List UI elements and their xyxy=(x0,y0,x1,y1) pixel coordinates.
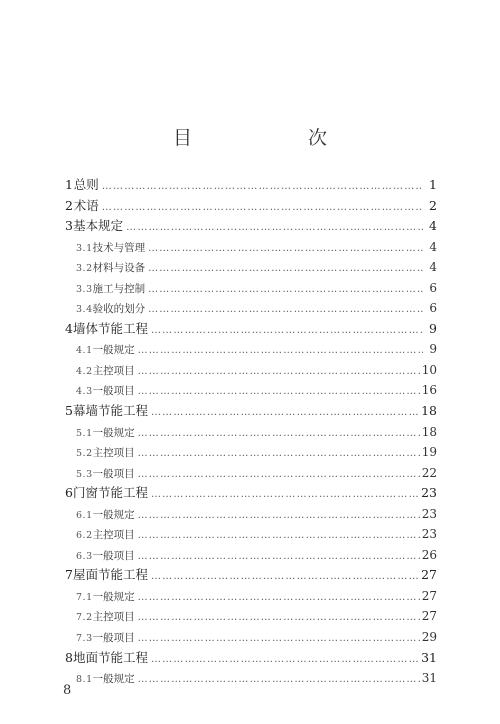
toc-entry-page: 4 xyxy=(429,239,437,254)
toc-entry-number: 6.3 xyxy=(76,550,93,562)
toc-entry-page: 27 xyxy=(421,588,437,603)
toc-entry-number: 8 xyxy=(65,649,73,665)
dot-leader xyxy=(151,403,419,424)
toc-entry-title: 技术与管理 xyxy=(92,241,146,254)
toc-entry-title: 验收的划分 xyxy=(92,303,146,316)
toc-entry-page: 4 xyxy=(429,218,437,234)
toc-entry-title: 一般项目 xyxy=(92,385,135,398)
toc-section-entry[interactable] xyxy=(63,339,437,360)
toc-entry-number: 1 xyxy=(65,177,73,192)
toc-section-entry[interactable] xyxy=(63,422,437,443)
toc-entry-title: 总则 xyxy=(73,177,99,192)
toc-chapter-entry[interactable] xyxy=(63,196,437,217)
toc-entry-page: 9 xyxy=(429,320,437,336)
toc-entry-title: 主控项目 xyxy=(92,364,135,377)
toc-section-entry[interactable] xyxy=(63,257,437,278)
toc-entry-title: 主控项目 xyxy=(92,447,135,460)
toc-chapter-entry[interactable] xyxy=(63,565,437,586)
toc-entry-page: 31 xyxy=(421,649,437,665)
dot-leader xyxy=(138,547,420,568)
toc-entry-title: 术语 xyxy=(73,197,99,213)
toc-section-entry[interactable] xyxy=(63,442,437,463)
dot-leader xyxy=(151,321,423,342)
toc-entry-title: 主控项目 xyxy=(92,611,135,624)
toc-entry-title: 一般规定 xyxy=(92,344,135,357)
toc-chapter-entry[interactable] xyxy=(63,319,437,340)
toc-entry-number: 4.1 xyxy=(76,345,93,357)
toc-chapter-entry[interactable] xyxy=(63,401,437,422)
toc-section-entry[interactable] xyxy=(63,237,437,258)
toc-section-entry[interactable] xyxy=(63,545,437,566)
toc-entry-number: 4.3 xyxy=(76,386,93,398)
dot-leader xyxy=(138,424,420,445)
toc-entry-page: 9 xyxy=(429,342,437,357)
toc-entry-page: 4 xyxy=(429,260,437,275)
toc-chapter-entry[interactable] xyxy=(63,483,437,504)
toc-entry-page: 19 xyxy=(421,445,437,460)
toc-entry-number: 3.4 xyxy=(76,304,93,316)
toc-section-entry[interactable] xyxy=(63,278,437,299)
toc-entry-page: 6 xyxy=(429,301,437,316)
toc-entry-number: 5.1 xyxy=(76,427,93,439)
toc-entry-title: 一般规定 xyxy=(92,508,135,521)
toc-entry-number: 6.1 xyxy=(76,509,93,521)
dot-leader xyxy=(148,300,423,321)
toc-entry-title: 屋面节能工程 xyxy=(72,567,148,583)
toc-entry-number: 5.3 xyxy=(76,468,93,480)
toc-chapter-entry[interactable] xyxy=(63,648,437,669)
page-number: 8 xyxy=(63,683,72,698)
toc-entry-page: 27 xyxy=(421,609,437,624)
toc-entry-page: 23 xyxy=(421,527,437,542)
toc-entry-title: 墙体节能工程 xyxy=(72,320,148,336)
toc-entry-title: 主控项目 xyxy=(92,529,135,542)
toc-section-entry[interactable] xyxy=(63,298,437,319)
toc-entry-number: 4.2 xyxy=(76,365,93,377)
toc-section-entry[interactable] xyxy=(63,463,437,484)
toc-entry-title: 基本规定 xyxy=(73,218,124,234)
toc-entry-page: 26 xyxy=(421,547,437,562)
toc-entry-title: 一般规定 xyxy=(92,426,135,439)
dot-leader xyxy=(138,444,420,465)
dot-leader xyxy=(138,608,420,629)
toc-section-entry[interactable] xyxy=(63,380,437,401)
dot-leader xyxy=(138,341,423,362)
dot-leader xyxy=(151,485,419,506)
toc-entry-number: 3.3 xyxy=(76,283,93,295)
dot-leader xyxy=(148,280,423,301)
toc-entry-number: 3.2 xyxy=(76,263,93,275)
toc-entry-page: 23 xyxy=(421,485,437,501)
toc-entry-page: 2 xyxy=(429,197,437,213)
dot-leader xyxy=(138,526,420,547)
toc-entry-title: 一般项目 xyxy=(92,632,135,645)
toc-entry-page: 6 xyxy=(429,280,437,295)
toc-entry-title: 一般规定 xyxy=(92,673,135,686)
table-of-contents xyxy=(63,175,437,689)
dot-leader xyxy=(138,588,420,609)
toc-section-entry[interactable] xyxy=(63,524,437,545)
toc-entry-number: 7 xyxy=(65,567,73,583)
dot-leader xyxy=(138,465,420,486)
toc-entry-number: 4 xyxy=(65,320,73,336)
toc-entry-page: 16 xyxy=(421,383,437,398)
dot-leader xyxy=(151,650,419,671)
page-title: 目 次 xyxy=(172,127,353,149)
toc-entry-number: 2 xyxy=(65,197,73,213)
toc-section-entry[interactable] xyxy=(63,586,437,607)
dot-leader xyxy=(148,239,423,260)
toc-entry-title: 门窗节能工程 xyxy=(72,485,148,501)
toc-section-entry[interactable] xyxy=(63,504,437,525)
toc-entry-page: 31 xyxy=(421,671,437,686)
dot-leader xyxy=(138,362,420,383)
dot-leader xyxy=(126,218,423,239)
toc-entry-page: 1 xyxy=(429,177,437,192)
toc-entry-number: 5.2 xyxy=(76,448,93,460)
toc-entry-number: 7.3 xyxy=(76,633,93,645)
toc-entry-number: 3.1 xyxy=(76,242,93,254)
toc-entry-title: 地面节能工程 xyxy=(72,649,148,665)
toc-section-entry[interactable] xyxy=(63,668,437,689)
toc-entry-page: 18 xyxy=(421,424,437,439)
toc-entry-number: 6 xyxy=(65,485,73,501)
toc-section-entry[interactable] xyxy=(63,606,437,627)
toc-entry-title: 材料与设备 xyxy=(92,262,146,275)
toc-entry-number: 3 xyxy=(65,218,73,234)
toc-section-entry[interactable] xyxy=(63,627,437,648)
dot-leader xyxy=(151,567,419,588)
dot-leader xyxy=(138,670,420,691)
dot-leader xyxy=(138,506,420,527)
dot-leader xyxy=(138,382,420,403)
toc-entry-number: 8.1 xyxy=(76,674,93,686)
toc-entry-page: 10 xyxy=(421,362,437,377)
toc-entry-page: 18 xyxy=(421,403,437,419)
dot-leader xyxy=(102,177,423,198)
toc-chapter-entry[interactable] xyxy=(63,216,437,237)
toc-entry-number: 7.1 xyxy=(76,591,93,603)
toc-entry-number: 7.2 xyxy=(76,612,93,624)
toc-entry-title: 一般规定 xyxy=(92,590,135,603)
toc-entry-title: 施工与控制 xyxy=(92,282,146,295)
dot-leader xyxy=(102,198,423,219)
toc-entry-page: 27 xyxy=(421,567,437,583)
toc-section-entry[interactable] xyxy=(63,360,437,381)
toc-entry-title: 一般项目 xyxy=(92,549,135,562)
toc-entry-page: 22 xyxy=(421,465,437,480)
toc-entry-page: 23 xyxy=(421,506,437,521)
toc-entry-title: 一般项目 xyxy=(92,467,135,480)
dot-leader xyxy=(138,629,420,650)
toc-entry-number: 6.2 xyxy=(76,530,93,542)
dot-leader xyxy=(148,259,423,280)
toc-entry-title: 幕墙节能工程 xyxy=(72,403,148,419)
toc-entry-page: 29 xyxy=(421,630,437,645)
toc-chapter-entry[interactable] xyxy=(63,175,437,196)
toc-entry-number: 5 xyxy=(65,403,73,419)
